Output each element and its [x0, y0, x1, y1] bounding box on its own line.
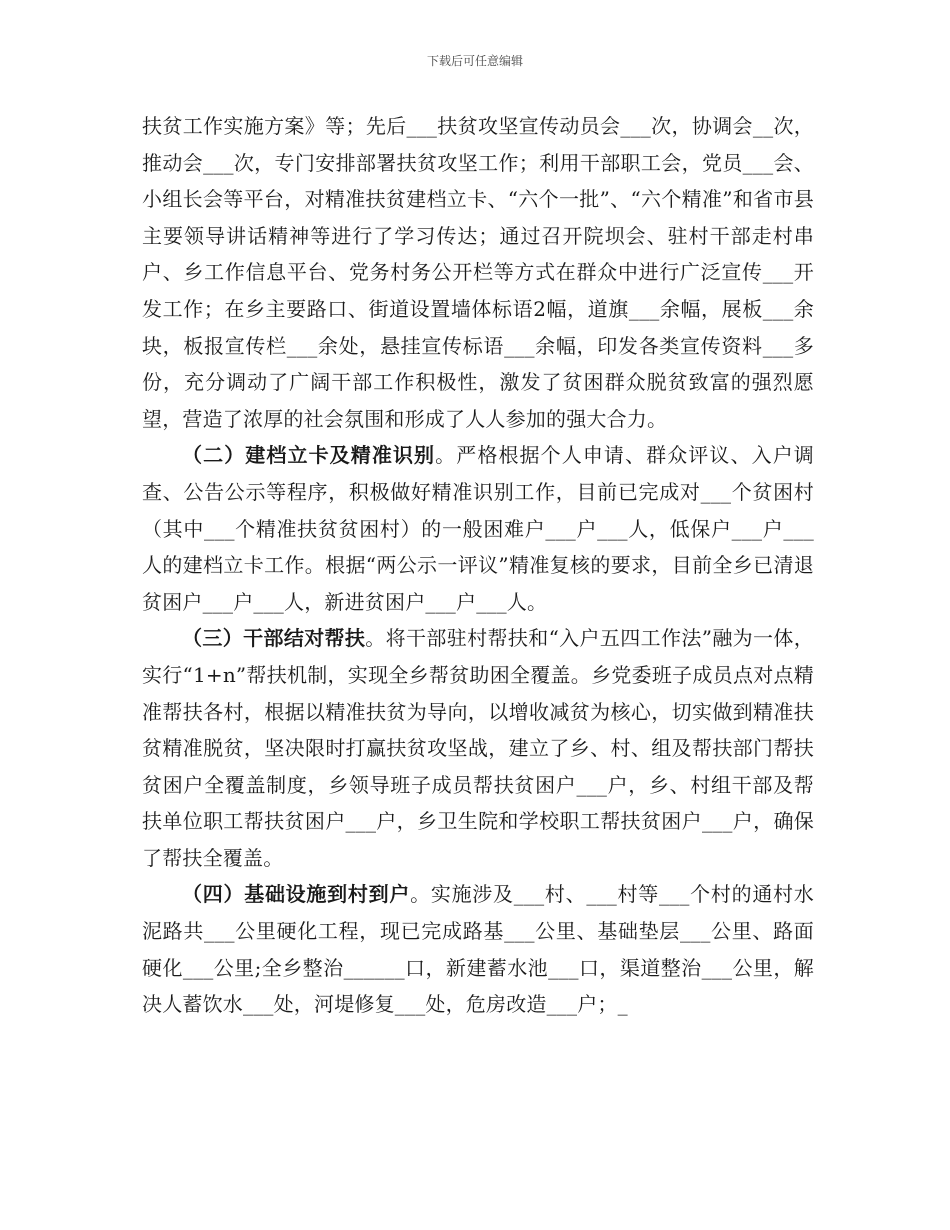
document-body	[142, 108, 814, 1023]
section-heading: （二）建档立卡及精准识别	[182, 443, 436, 468]
paragraph-pairing	[142, 620, 814, 876]
paragraph-text: 。将干部驻村帮扶和“入户五四工作法”融为一体，实行“1+n”帮扶机制，实现全乡帮贫助困全覆盖。乡党委班子成员点对点精准帮扶各村，根据以精准扶贫为导向，以增收减贫为核心，切实做到精准扶贫精准脱贫，坚决限时打赢扶贫攻坚战，建立了乡、村、组及帮扶部门帮扶贫困户全覆盖制度，乡领导班子成员帮扶贫困户___户，乡、村组干部及帮扶单位职工帮扶贫困户___户，乡卫生院和学校职工帮扶贫困户___户，确保了帮扶全覆盖。	[142, 626, 814, 870]
paragraph-text: 。实施涉及___村、___村等___个村的通村水泥路共___公里硬化工程，现已完成路基___公里、基础垫层___公里、路面硬化___公里;全乡整治______口，新建蓄水池___口，渠道整治___公里，解决人蓄饮水___处，河堤修复___处，危房改造___户；_	[142, 882, 814, 1017]
paragraph-archive	[142, 437, 814, 620]
page-header: 下载后可任意编辑	[426, 54, 523, 68]
paragraph-infrastructure	[142, 876, 814, 1022]
paragraph-intro	[142, 108, 814, 437]
section-heading: （三）干部结对帮扶	[182, 626, 366, 651]
paragraph-text: 扶贫工作实施方案》等；先后___扶贫攻坚宣传动员会___次，协调会__次，推动会___次，专门安排部署扶贫攻坚工作；利用干部职工会，党员___会、小组长会等平台，对精准扶贫建档立卡、“六个一批”、“六个精准”和省市县主要领导讲话精神等进行了学习传达；通过召开院坝会、驻村干部走村串户、乡工作信息平台、党务村务公开栏等方式在群众中进行广泛宣传___开发工作；在乡主要路口、街道设置墙体标语2幅，道旗___余幅，展板___余块，板报宣传栏___余处，悬挂宣传标语___余幅，印发各类宣传资料___多份，充分调动了广阔干部工作积极性，激发了贫困群众脱贫致富的强烈愿望，营造了浓厚的社会氛围和形成了人人参加的强大合力。	[142, 114, 814, 431]
paragraph-text: 。严格根据个人申请、群众评议、入户调查、公告公示等程序，积极做好精准识别工作，目前已完成对___个贫困村（其中___个精准扶贫贫困村）的一般困难户___户___人，低保户___户___人的建档立卡工作。根据“两公示一评议”精准复核的要求，目前全乡已清退贫困户___户___人，新进贫困户___户___人。	[142, 443, 814, 614]
section-heading: （四）基础设施到村到户	[182, 882, 411, 907]
